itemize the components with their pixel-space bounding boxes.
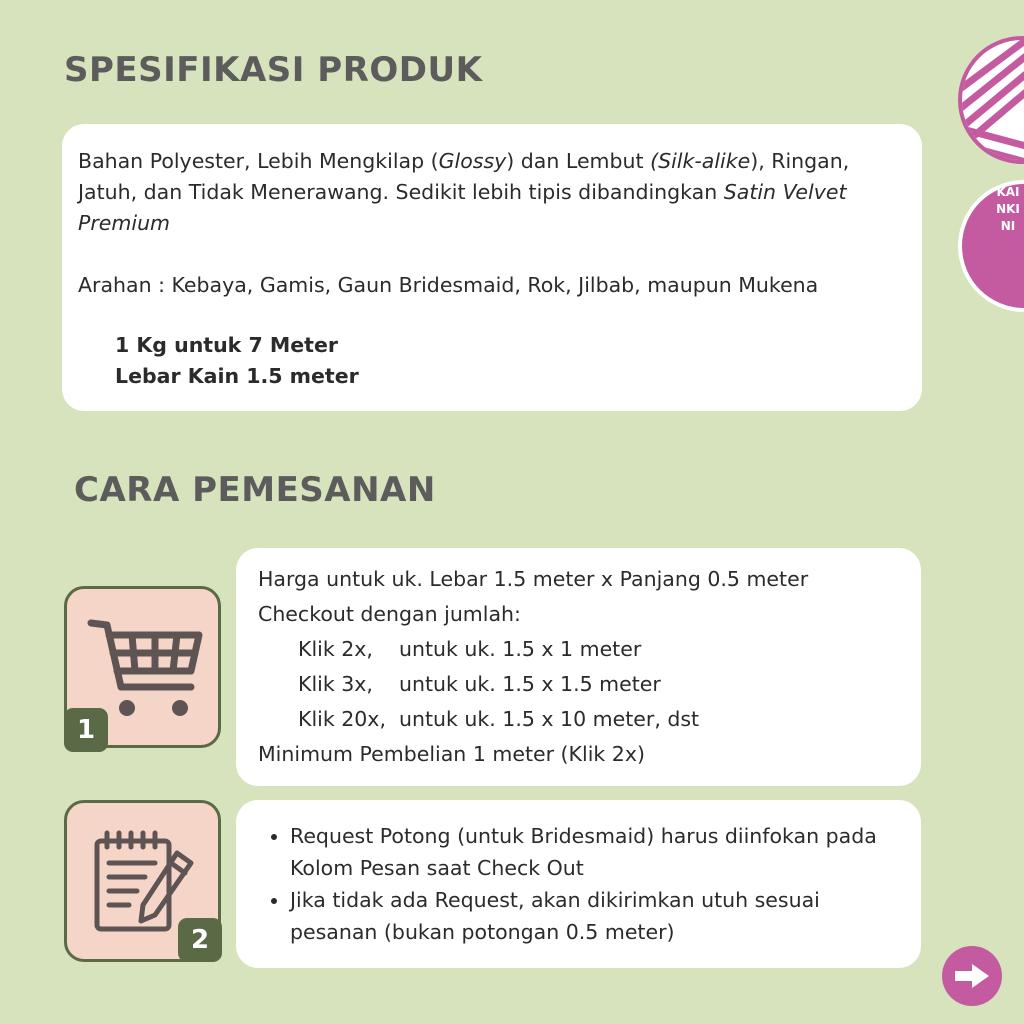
step1-line: Minimum Pembelian 1 meter (Klik 2x) [258,742,645,766]
step2-list [268,820,903,948]
list-item: • Request Potong (untuk Bridesmaid) harus diinfokan pada Kolom Pesan saat Check Out [290,820,903,884]
step1-line: Checkout dengan jumlah: [258,602,521,626]
step1-line: Klik 20x, untuk uk. 1.5 x 10 meter, dst [298,707,700,731]
step2-card [236,800,921,968]
spec-glossy: Glossy [438,149,507,173]
arrow-right-icon [952,961,992,991]
spec-silk: (Silk-alike [650,149,751,173]
spec-text-2: ) dan Lembut [506,149,651,173]
step2-number: 2 [178,918,222,962]
next-button[interactable] [942,946,1002,1006]
step1-line: Harga untuk uk. Lebar 1.5 meter x Panjang 0.5 meter [258,567,809,591]
order-heading: CARA PEMESANAN [74,470,436,510]
yarn-ball-icon [956,34,1024,166]
spec-heading: SPESIFIKASI PRODUK [64,50,483,90]
step1-number: 1 [64,708,108,752]
brand-logo-text: KAINKINI [996,185,1020,233]
spec-width: Lebar Kain 1.5 meter [115,364,359,388]
spec-text-1: Bahan Polyester, Lebih Mengkilap ( [78,149,439,173]
spec-weight: 1 Kg untuk 7 Meter [115,333,338,357]
list-item: • Jika tidak ada Request, akan dikirimkan utuh sesuai pesanan (bukan potongan 0.5 meter) [290,884,903,948]
spec-description [78,146,906,239]
step1-line: Klik 2x, untuk uk. 1.5 x 1 meter [298,637,642,661]
spec-satin: Satin Velvet Premium [78,180,847,235]
spec-card [62,124,922,411]
spec-usage: Arahan : Kebaya, Gamis, Gaun Bridesmaid, Rok, Jilbab, maupun Mukena [78,273,819,297]
step1-card [236,548,921,786]
spec-text-3: ), Ringan, Jatuh, dan Tidak Menerawang. Sedikit lebih tipis dibandingkan [78,149,850,204]
step1-line: Klik 3x, untuk uk. 1.5 x 1.5 meter [298,672,661,696]
